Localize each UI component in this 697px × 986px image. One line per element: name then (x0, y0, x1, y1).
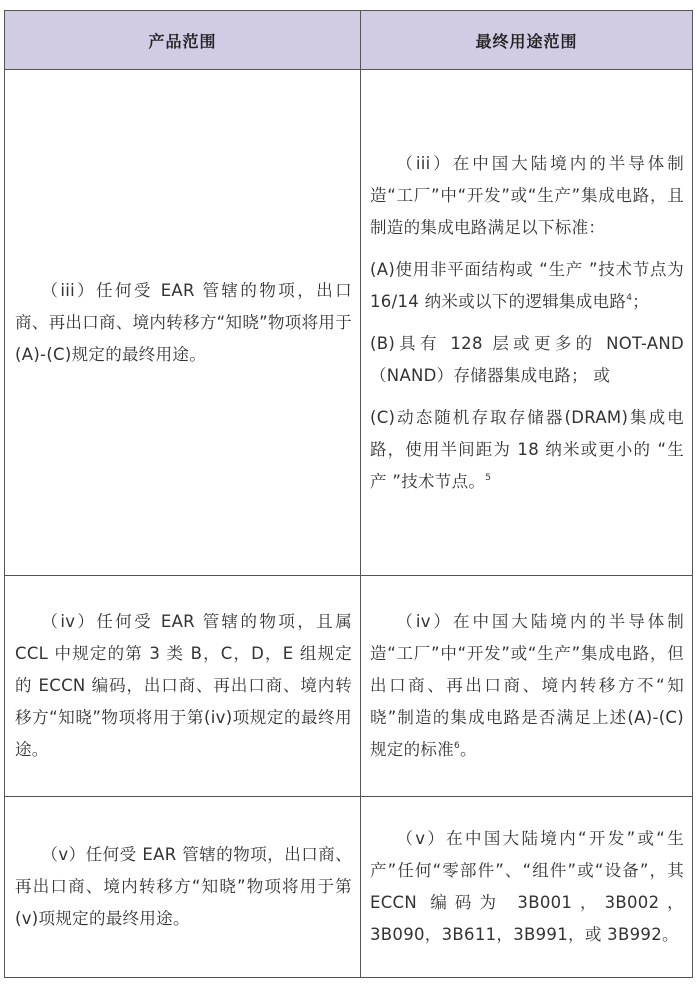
criterion-c (370, 402, 684, 498)
criterion-a-text: (A)使用非平面结构或 “生产 ”技术节点为 16/14 纳米或以下的逻辑集成电路 (370, 259, 684, 311)
end-use-end: 。 (460, 740, 477, 759)
header-product-scope: 产品范围 (5, 11, 361, 70)
header-end-use-scope: 最终用途范围 (361, 11, 693, 70)
end-use-intro: （iii）在中国大陆境内的半导体制造“工厂”中“开发”或“生产”集成电路，且制造的集成电路满足以下标准： (370, 153, 684, 237)
product-scope-text: （iv）任何受 EAR 管辖的物项，且属 CCL 中规定的第 3 类 B，C，D，E 组规定的 ECCN 编码，出口商、再出口商、境内转移方“知晓”物项将用于第(iv)项规定的最终用途。 (15, 612, 352, 759)
table-row (5, 576, 693, 797)
criterion-b: (B)具有 128 层或更多的 NOT-AND（NAND）存储器集成电路； 或 (370, 333, 684, 385)
table-row (5, 70, 693, 576)
end-use-scope-cell (361, 70, 693, 576)
footnote-ref: 6 (454, 741, 461, 751)
end-use-scope-cell (361, 576, 693, 797)
footnote-ref: 5 (485, 472, 492, 483)
product-scope-cell (5, 70, 361, 576)
product-scope-text: （v）任何受 EAR 管辖的物项，出口商、再出口商、境内转移方“知晓”物项将用于第(v)项规定的最终用途。 (15, 845, 352, 928)
criterion-a-end: ； (632, 291, 650, 311)
product-scope-text: （iii）任何受 EAR 管辖的物项，出口商、再出口商、境内转移方“知晓”物项将用于(A)-(C)规定的最终用途。 (15, 280, 352, 364)
end-use-body: （iv）在中国大陆境内的半导体制造“工厂”中“开发”或“生产”集成电路，但出口商、再出口商、境内转移方不“知晓”制造的集成电路是否满足上述(A)-(C)规定的标准 (370, 612, 684, 759)
table-row (5, 797, 693, 978)
product-scope-cell (5, 797, 361, 978)
table-header-row (5, 11, 693, 70)
product-scope-cell (5, 576, 361, 797)
end-use-text (370, 606, 684, 766)
end-use-text: （v）在中国大陆境内“开发”或“生产”任何“零部件”、“组件”或“设备”，其 ECCN 编码为 3B001，3B002，3B090，3B611，3B991，或 3B992。 (370, 829, 684, 944)
end-use-scope-cell (361, 797, 693, 978)
criterion-c-text: (C)动态随机存取存储器(DRAM)集成电路，使用半间距为 18 纳米或更小的 “生产 ”技术节点。 (370, 407, 684, 491)
criterion-a (370, 254, 684, 318)
end-use-table (4, 10, 693, 978)
footnote-ref: 4 (626, 292, 633, 303)
